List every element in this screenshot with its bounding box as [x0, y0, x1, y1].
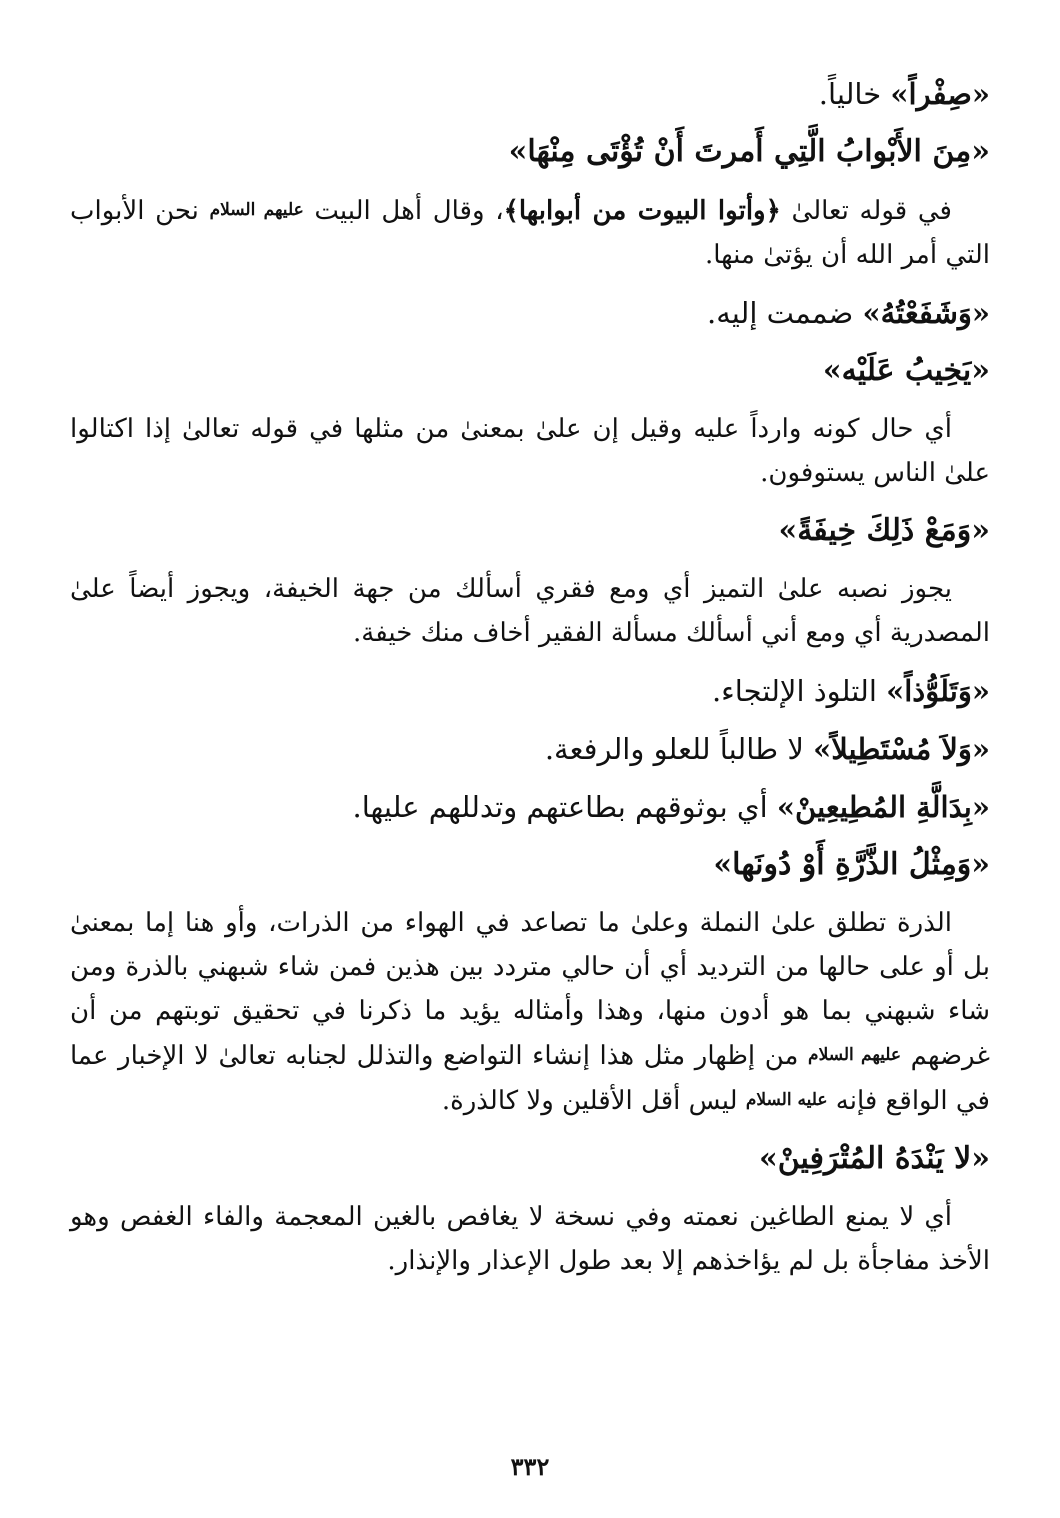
entry-term: «صِفْراً»	[890, 77, 990, 111]
entry-abwab	[70, 130, 990, 174]
entry-gloss: لا طالباً للعلو والرفعة.	[544, 732, 814, 766]
entry-shafatuhu	[70, 291, 990, 335]
entry-gloss: أي بوثوقهم بطاعتهم وتدللهم عليها.	[352, 790, 777, 824]
entry-term: «وَمِثْلُ الذَّرَّةِ أَوْ دُونَها»	[713, 847, 990, 882]
quran-quote: ﴿وأتوا البيوت من أبوابها﴾	[503, 196, 781, 226]
entry-gloss: التلوذ الإلتجاء.	[711, 674, 887, 708]
entry-gloss: ضممت إليه.	[707, 296, 863, 330]
body-text: نحن الأبواب التي أمر الله أن يؤتىٰ منها.	[70, 196, 990, 270]
entry-dharra-explanation	[70, 901, 990, 1123]
body-text: من إظهار مثل هذا إنشاء التواضع والتذلل لجنابه تعالىٰ لا الإخبار عما في الواقع فإنه	[70, 1041, 990, 1116]
entry-mustatil	[70, 727, 990, 771]
page-text	[70, 72, 990, 1297]
entry-abwab-explanation	[70, 188, 990, 277]
entry-gloss: خالياً.	[818, 77, 891, 111]
entry-term: «وَلاَ مُسْتَطِيلاً»	[813, 732, 990, 766]
entry-term: «مِنَ الأَبْوابُ الَّتِي أَمرتَ أَنْ تُؤْتَى مِنْهَا»	[508, 134, 990, 169]
entry-term: «وَشَفَعْتُهُ»	[862, 296, 990, 330]
entry-yandahu-explanation: أي لا يمنع الطاغين نعمته وفي نسخة لا يغافص بالغين المعجمة والفاء الغفص وهو الأخذ مفاجأة بل لم يؤاخذهم إلا بعد طول الإعذار والإنذار.	[70, 1202, 990, 1276]
body-text: ليس أقل الأقلين ولا كالذرة.	[441, 1086, 746, 1116]
entry-khifa-explanation: يجوز نصبه علىٰ التميز أي ومع فقري أسألك من جهة الخيفة، ويجوز أيضاً علىٰ المصدرية أي ومع أني أسألك مسألة الفقير أخاف منك خيفة.	[70, 574, 990, 648]
entry-term: «يَخِيبُ عَلَيْه»	[822, 353, 990, 388]
entry-term: «وَمَعْ ذَلِكَ خِيفَةً»	[778, 513, 990, 548]
entry-yandahu	[70, 1137, 990, 1181]
body-text: ، وقال أهل البيت	[303, 196, 504, 226]
entry-yakhibu	[70, 349, 990, 393]
entry-khifa	[70, 509, 990, 553]
entry-term: «لا يَنْدَهُ المُتْرَفِينْ»	[758, 1141, 990, 1176]
entry-talawwudh	[70, 669, 990, 713]
entry-dalla	[70, 785, 990, 829]
honorific-glyph: عليهم السلام	[808, 1045, 902, 1065]
entry-term: «وَتَلَوُّذاً»	[886, 674, 990, 708]
honorific-glyph: عليه السلام	[745, 1090, 828, 1110]
page-number: ٣٣٢	[510, 1452, 550, 1481]
entry-term: «بِدَالَّةِ المُطِيعِينْ»	[776, 790, 990, 824]
entry-sifran	[70, 72, 990, 116]
entry-yakhibu-explanation: أي حال كونه وارداً عليه وقيل إن علىٰ بمعنىٰ من مثلها في قوله تعالىٰ إذا اكتالوا علىٰ الناس يستوفون.	[70, 414, 990, 488]
honorific-glyph: عليهم السلام	[209, 200, 304, 220]
body-text: الذرة تطلق علىٰ النملة وعلىٰ ما تصاعد في الهواء من الذرات، وأو هنا إما بمعنىٰ بل أو على حالها من الترديد أي أن حالي متردد بين هذين فمن شاء شبهني بالذرة ومن شاء شبهني بما هو أدون منها، وهذا وأمثاله يؤيد ما ذكرنا في تحقيق توبتهم من أن غرضهم	[70, 908, 990, 1071]
body-text: في قوله تعالىٰ	[780, 196, 952, 226]
entry-dharra	[70, 843, 990, 887]
